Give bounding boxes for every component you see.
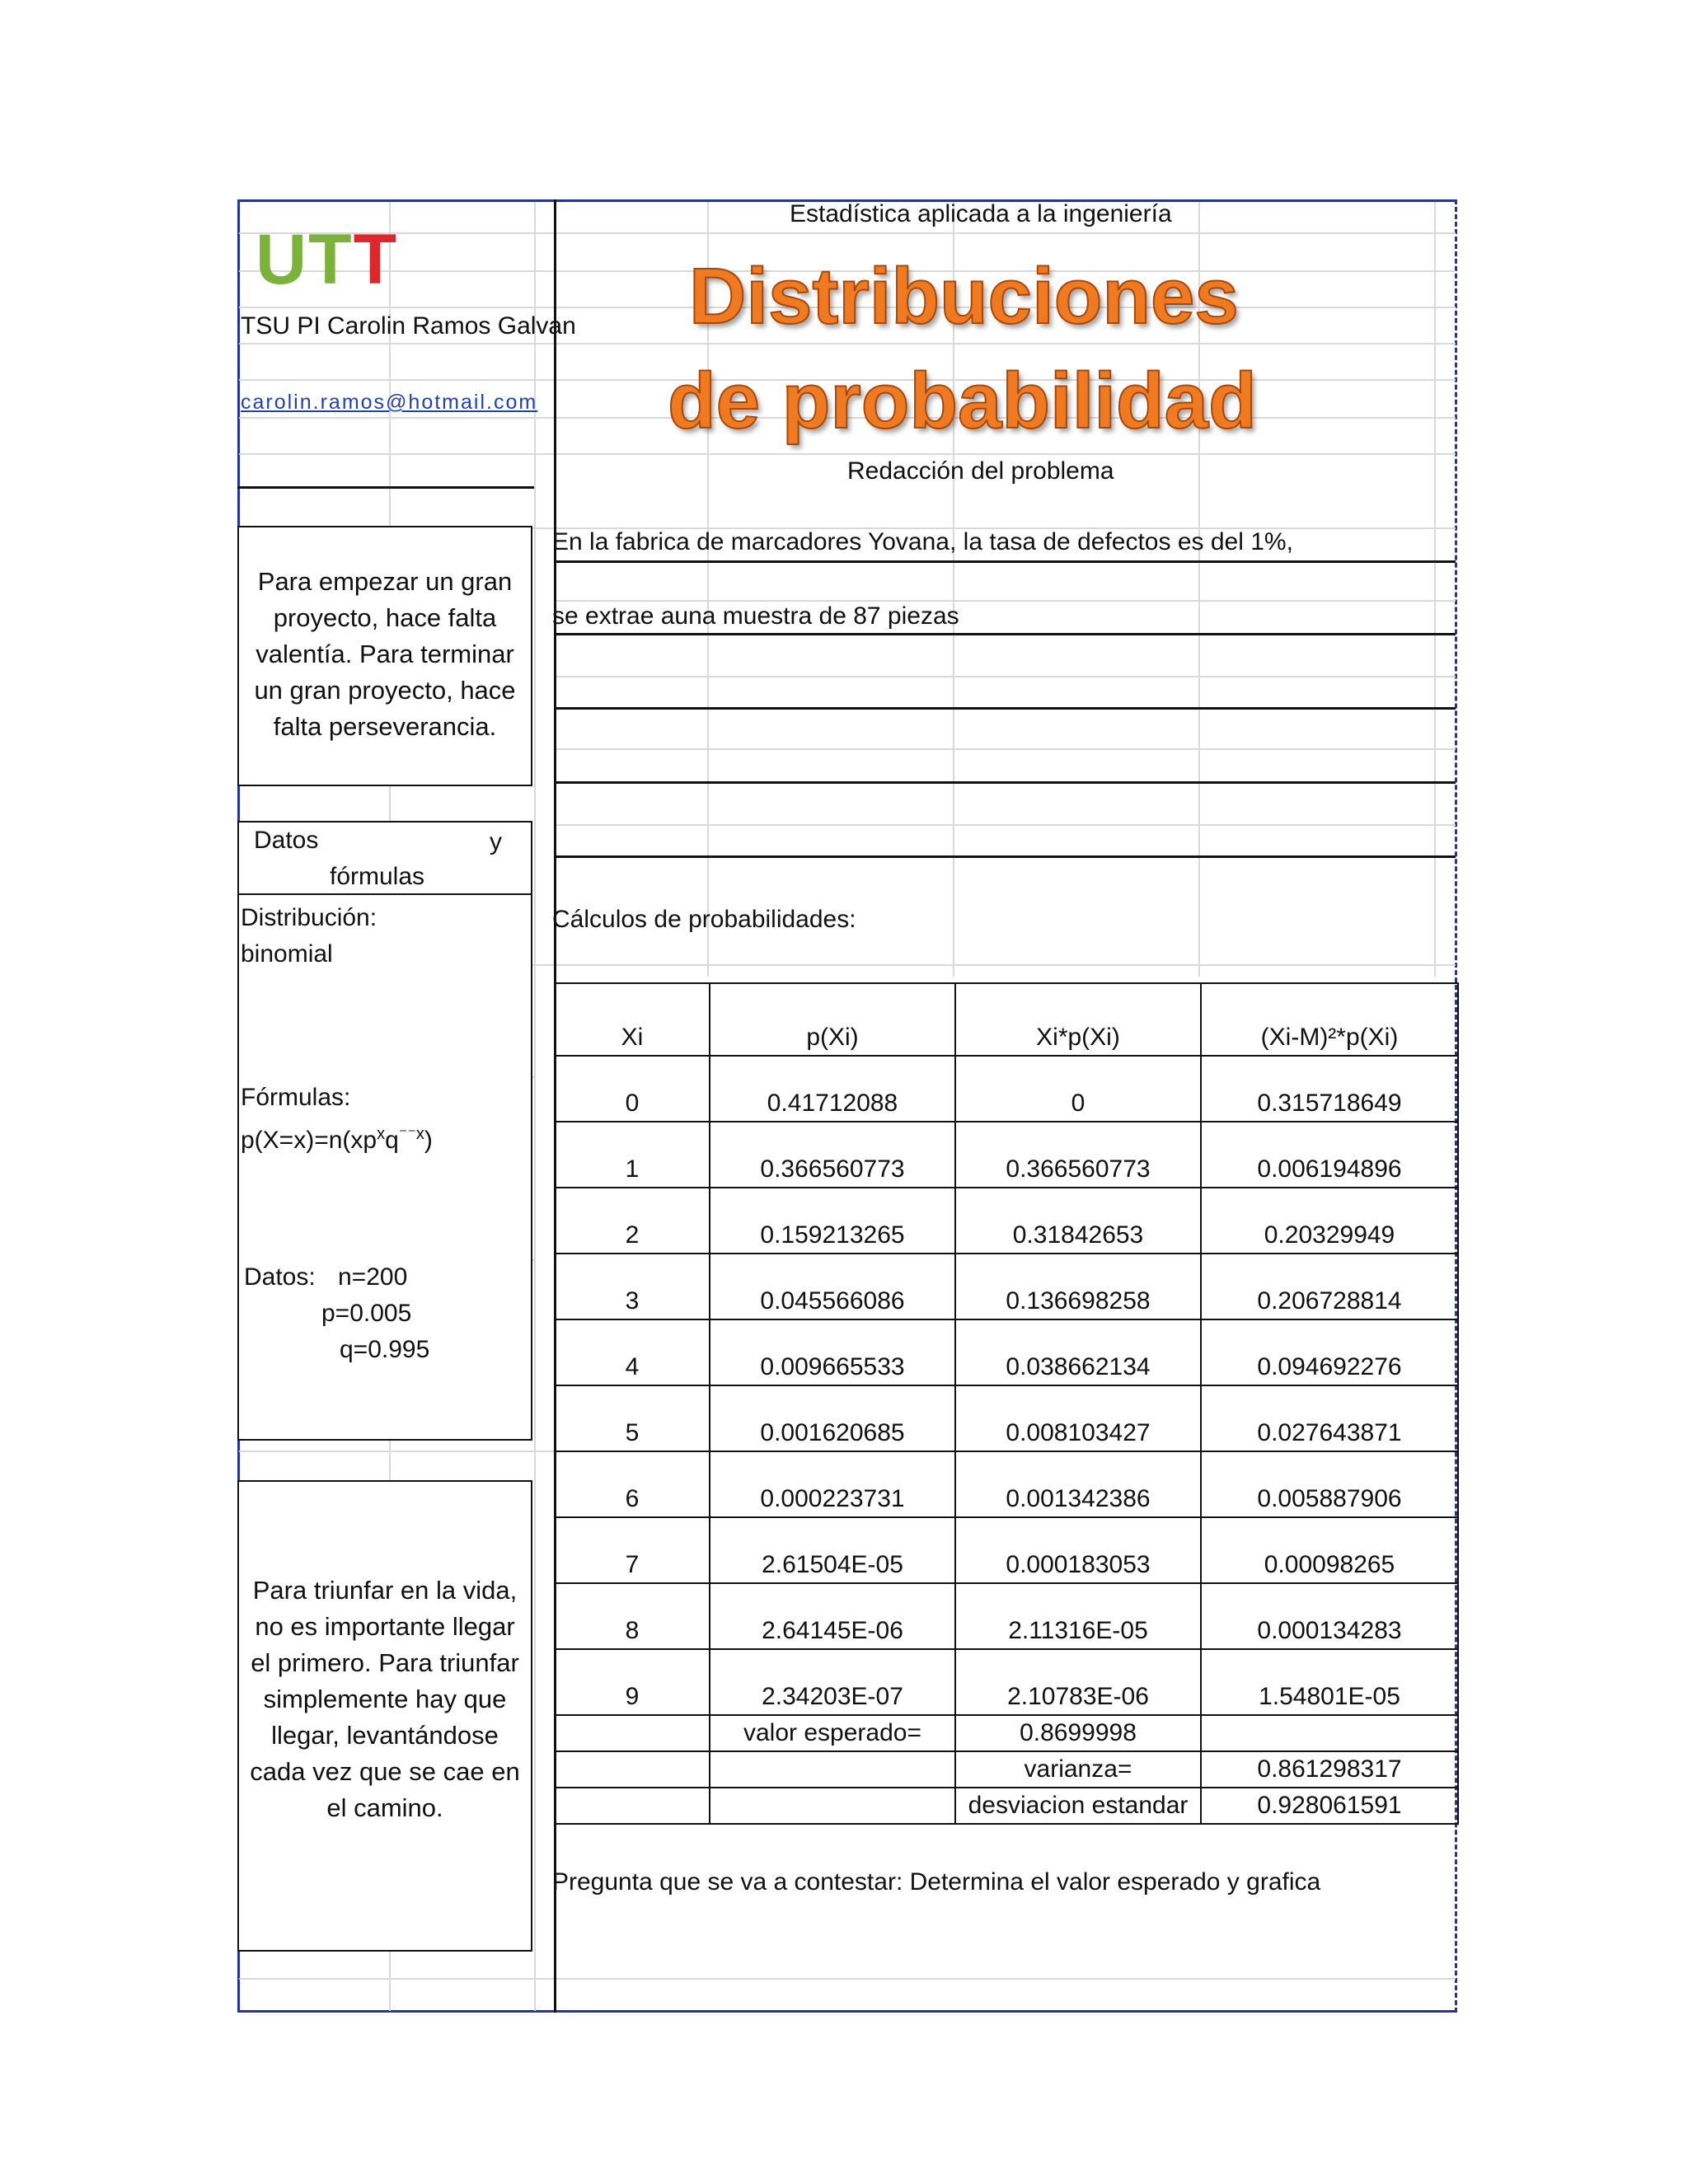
grid-line: [554, 748, 1456, 750]
main-title-line1: Distribuciones: [689, 252, 1239, 340]
cell-xi-pxi: 0: [955, 1056, 1201, 1122]
cell-xi-pxi: 0.000183053: [955, 1517, 1201, 1583]
cell-variance-term: 0.315718649: [1201, 1056, 1458, 1122]
table-row: [555, 1385, 1458, 1451]
param-p: p=0.005: [321, 1300, 412, 1327]
grid-line: [554, 824, 1456, 826]
grid-line: [239, 343, 1456, 344]
problem-rule: [554, 781, 1456, 784]
distribution-label: Distribución:: [241, 904, 377, 931]
main-title-line2: de probabilidad: [668, 357, 1257, 445]
header-underline: [237, 486, 534, 489]
data-formulas-header: [237, 821, 532, 895]
grid-line: [239, 1451, 554, 1452]
problem-rule: [554, 707, 1456, 710]
cell-xi: 5: [555, 1385, 710, 1451]
cell-variance-term: 0.000134283: [1201, 1583, 1458, 1649]
author-name: TSU PI Carolin Ramos Galvan: [241, 312, 576, 340]
table-row: [555, 1122, 1458, 1188]
col-header-variance-term: (Xi-M)²*p(Xi): [1201, 983, 1458, 1056]
col-header-xi: Xi: [555, 983, 710, 1056]
data-title-y: y: [490, 828, 502, 855]
author-email-link[interactable]: carolin.ramos@hotmail.com: [241, 391, 538, 414]
variance-value: 0.861298317: [1201, 1751, 1458, 1788]
cell-pxi: 2.61504E-05: [710, 1517, 955, 1583]
variance-label: varianza=: [955, 1751, 1201, 1788]
cell-variance-term: 0.005887906: [1201, 1451, 1458, 1517]
data-title-b: fórmulas: [330, 863, 425, 890]
question-text: Pregunta que se va a contestar: Determina el valor esperado y grafica: [552, 1868, 1321, 1896]
distribution-value: binomial: [241, 940, 333, 968]
cell-variance-term: 0.20329949: [1201, 1188, 1458, 1254]
param-q: q=0.995: [340, 1336, 430, 1363]
problem-rule: [554, 855, 1456, 858]
problem-section-title: Redacción del problema: [847, 457, 1114, 485]
datos-label: Datos:: [244, 1263, 316, 1291]
cell-xi: 7: [555, 1517, 710, 1583]
table-header-row: [555, 983, 1458, 1056]
cell-variance-term: 0.094692276: [1201, 1319, 1458, 1385]
param-n: n=200: [338, 1263, 408, 1291]
cell-pxi: 0.159213265: [710, 1188, 955, 1254]
cell-pxi: 0.000223731: [710, 1451, 955, 1517]
std-dev-row: [555, 1788, 1458, 1824]
quote-box-1: [237, 526, 532, 786]
cell-pxi: 2.64145E-06: [710, 1583, 955, 1649]
cell-xi: 0: [555, 1056, 710, 1122]
table-row: [555, 1056, 1458, 1122]
cell-pxi: 0.001620685: [710, 1385, 955, 1451]
table-row: [555, 1319, 1458, 1385]
cell-pxi: 0.009665533: [710, 1319, 955, 1385]
cell-variance-term: 0.206728814: [1201, 1254, 1458, 1319]
table-row: [555, 1517, 1458, 1583]
grid-line: [534, 202, 536, 2011]
probability-table: [554, 982, 1459, 1825]
cell-xi-pxi: 0.001342386: [955, 1451, 1201, 1517]
table-row: [555, 1649, 1458, 1715]
table-row: [555, 1451, 1458, 1517]
cell-xi-pxi: 0.038662134: [955, 1319, 1201, 1385]
formulas-label: Fórmulas:: [241, 1084, 351, 1111]
cell-pxi: 0.366560773: [710, 1122, 955, 1188]
cell-xi: 2: [555, 1188, 710, 1254]
problem-rule: [554, 560, 1456, 563]
cell-variance-term: 1.54801E-05: [1201, 1649, 1458, 1715]
cell-xi: 3: [555, 1254, 710, 1319]
expected-value: 0.8699998: [955, 1715, 1201, 1751]
quote-text-1: Para empezar un gran proyecto, hace falta valentía. Para terminar un gran proyecto, hace falta perseverancia.: [254, 567, 516, 741]
binomial-formula: $p(X=x)=n(xp^xq^{^{--}x})$: [241, 1125, 433, 1154]
cell-pxi: 0.41712088: [710, 1056, 955, 1122]
table-row: [555, 1583, 1458, 1649]
table-row: [555, 1254, 1458, 1319]
grid-line: [239, 232, 1456, 234]
cell-variance-term: 0.027643871: [1201, 1385, 1458, 1451]
cell-variance-term: 0.006194896: [1201, 1122, 1458, 1188]
calc-label: Cálculos de probabilidades:: [552, 906, 856, 933]
problem-line-2: se extrae auna muestra de 87 piezas: [552, 602, 959, 630]
grid-line: [239, 1978, 1456, 1980]
cell-variance-term: 0.00098265: [1201, 1517, 1458, 1583]
table-row: [555, 1188, 1458, 1254]
cell-pxi: 2.34203E-07: [710, 1649, 955, 1715]
grid-line: [1434, 202, 1436, 977]
cell-xi: 1: [555, 1122, 710, 1188]
grid-line: [554, 676, 1456, 677]
std-dev-value: 0.928061591: [1201, 1788, 1458, 1824]
col-header-pxi: p(Xi): [710, 983, 955, 1056]
std-dev-label: desviacion estandar: [955, 1788, 1201, 1824]
cell-xi: 9: [555, 1649, 710, 1715]
quote-text-2: Para triunfar en la vida, no es importante llegar el primero. Para triunfar simplemente hay que llegar, levantándose cada vez que se cae en el camino.: [250, 1576, 520, 1822]
expected-value-label: valor esperado=: [710, 1715, 955, 1751]
cell-pxi: 0.045566086: [710, 1254, 955, 1319]
utt-logo: UTT: [256, 220, 399, 299]
cell-xi-pxi: 0.31842653: [955, 1188, 1201, 1254]
cell-xi: 4: [555, 1319, 710, 1385]
cell-xi-pxi: 0.366560773: [955, 1122, 1201, 1188]
cell-xi-pxi: 2.10783E-06: [955, 1649, 1201, 1715]
problem-rule: [554, 633, 1456, 635]
problem-line-1: En la fabrica de marcadores Yovana, la tasa de defectos es del 1%,: [552, 528, 1293, 555]
data-formulas-panel: [237, 893, 532, 1441]
quote-box-2: [237, 1480, 532, 1952]
variance-row: [555, 1751, 1458, 1788]
cell-xi-pxi: 2.11316E-05: [955, 1583, 1201, 1649]
data-title-a: Datos: [254, 827, 319, 854]
expected-value-row: [555, 1715, 1458, 1751]
col-header-xi-pxi: Xi*p(Xi): [955, 983, 1201, 1056]
cell-xi: 6: [555, 1451, 710, 1517]
cell-xi-pxi: 0.136698258: [955, 1254, 1201, 1319]
grid-line: [239, 453, 1456, 455]
cell-xi-pxi: 0.008103427: [955, 1385, 1201, 1451]
cell-xi: 8: [555, 1583, 710, 1649]
course-title: Estadística aplicada a la ingeniería: [790, 200, 1172, 227]
